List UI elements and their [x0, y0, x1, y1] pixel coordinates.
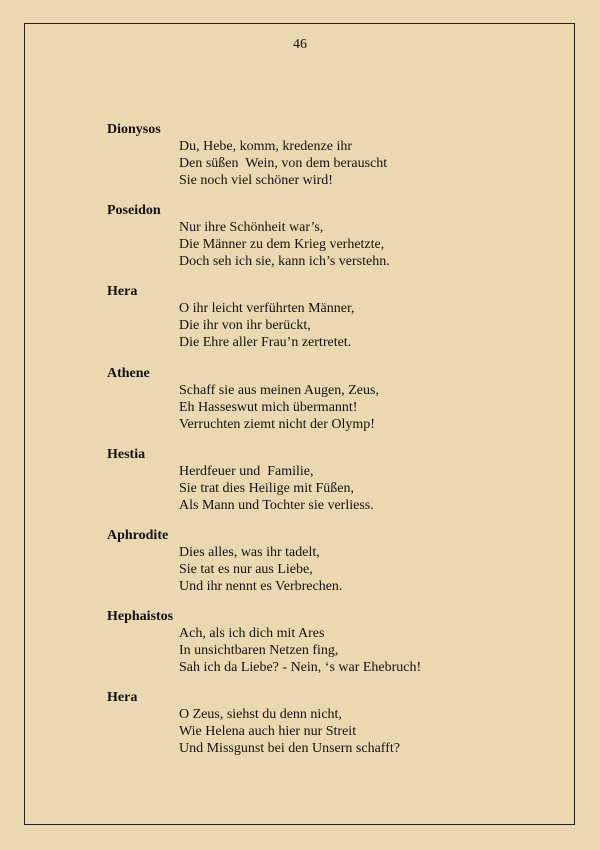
verse	[107, 300, 547, 351]
speaker-name: Hephaistos	[107, 609, 174, 625]
verse-line: Und Missgunst bei den Unsern schafft?	[179, 741, 400, 757]
verse-line: In unsichtbaren Netzen fing,	[179, 643, 339, 659]
verse	[107, 544, 547, 595]
speech-poseidon	[107, 202, 547, 283]
verse-line: Den süßen Wein, von dem berauscht	[179, 156, 388, 171]
verse-line: Nur ihre Schönheit war’s,	[179, 220, 324, 236]
speech-athene	[107, 365, 547, 446]
speech-dionysos	[107, 121, 547, 202]
speaker-name: Hestia	[107, 446, 146, 462]
verse	[107, 706, 547, 757]
verse-line: Du, Hebe, komm, kredenze ihr	[179, 139, 352, 154]
speaker-name: Dionysos	[107, 122, 161, 137]
verse-line: Und ihr nennt es Verbrechen.	[179, 578, 343, 594]
speech-hera	[107, 283, 547, 364]
speech-hephaistos	[107, 608, 547, 689]
speaker-name: Athene	[107, 365, 150, 381]
verse-line: O ihr leicht verführten Männer,	[179, 301, 355, 317]
verse	[107, 382, 547, 433]
verse	[107, 625, 547, 676]
verse-line: Als Mann und Tochter sie verliess.	[179, 497, 374, 513]
dialogue-block	[107, 121, 547, 771]
verse-line: Die Ehre aller Frau’n zertretet.	[179, 335, 352, 351]
speech-hestia	[107, 446, 547, 527]
verse-line: Dies alles, was ihr tadelt,	[179, 544, 320, 560]
speaker-name: Aphrodite	[107, 527, 169, 543]
verse-line: Eh Hasseswut mich übermannt!	[179, 399, 358, 415]
verse-line: O Zeus, siehst du denn nicht,	[179, 707, 342, 723]
verse-line: Die ihr von ihr berückt,	[179, 318, 311, 334]
verse-line: Herdfeuer und Familie,	[179, 463, 314, 479]
speaker-name: Hera	[107, 284, 138, 300]
verse	[107, 219, 547, 270]
page-number: 46	[293, 37, 307, 52]
speaker-name: Poseidon	[107, 203, 161, 219]
verse-line: Sie noch viel schöner wird!	[179, 173, 333, 188]
verse	[107, 463, 547, 514]
verse-line: Schaff sie aus meinen Augen, Zeus,	[179, 382, 379, 398]
verse-line: Doch seh ich sie, kann ich’s verstehn.	[179, 254, 390, 270]
verse-line: Sie trat dies Heilige mit Füßen,	[179, 480, 354, 496]
speaker-name: Hera	[107, 690, 138, 706]
verse-line: Sie tat es nur aus Liebe,	[179, 561, 313, 577]
verse-line: Verruchten ziemt nicht der Olymp!	[179, 416, 375, 432]
verse-line: Sah ich da Liebe? - Nein, ‘s war Ehebruch!	[179, 660, 422, 676]
verse-line: Wie Helena auch hier nur Streit	[179, 724, 357, 740]
speech-aphrodite	[107, 527, 547, 608]
verse-line: Ach, als ich dich mit Ares	[179, 626, 325, 642]
speech-hera-2	[107, 689, 547, 770]
verse-line: Die Männer zu dem Krieg verhetzte,	[179, 237, 385, 253]
verse	[107, 138, 547, 189]
